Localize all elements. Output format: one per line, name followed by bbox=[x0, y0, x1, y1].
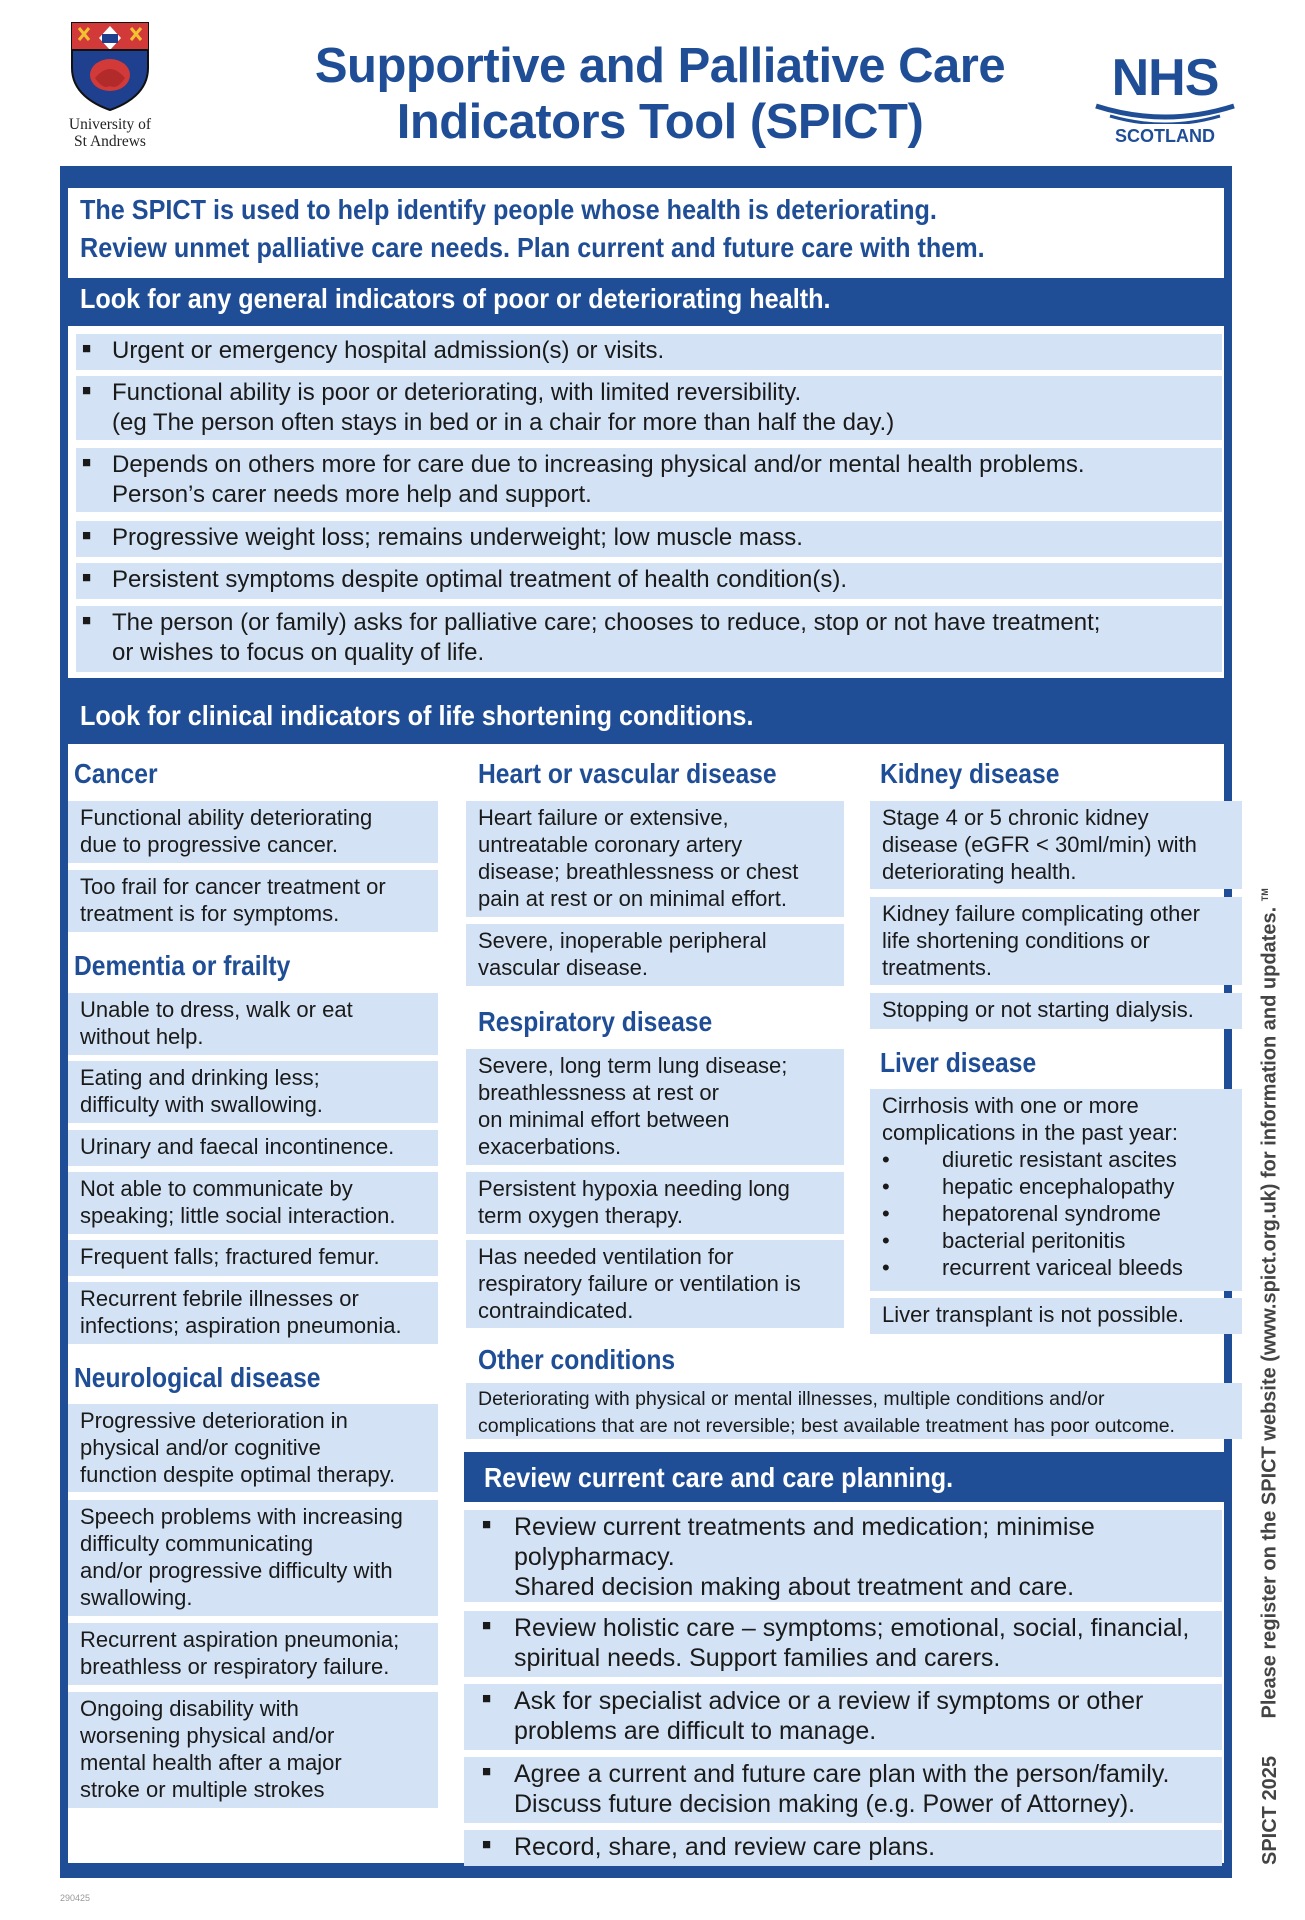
kidney-heading: Kidney disease bbox=[880, 758, 1060, 789]
general-item bbox=[76, 376, 1222, 440]
box-line: vascular disease. bbox=[478, 955, 648, 980]
review-item-line: Agree a current and future care plan with the person/family. bbox=[514, 1760, 1170, 1788]
dementia-item bbox=[68, 993, 438, 1055]
dementia-item bbox=[68, 1172, 438, 1234]
general-item-line: Urgent or emergency hospital admission(s) or visits. bbox=[112, 337, 665, 364]
heart-item bbox=[466, 801, 844, 917]
box-line: Liver transplant is not possible. bbox=[882, 1302, 1185, 1327]
box-line: Recurrent febrile illnesses or bbox=[80, 1286, 359, 1311]
bullet-dot-icon: • bbox=[882, 1255, 890, 1280]
square-bullet-icon: ■ bbox=[482, 1836, 492, 1853]
dementia-heading: Dementia or frailty bbox=[74, 950, 291, 981]
liver-complication-text: recurrent variceal bleeds bbox=[942, 1255, 1183, 1280]
square-bullet-icon: ■ bbox=[482, 1516, 492, 1533]
box-line: disease (eGFR < 30ml/min) with bbox=[882, 832, 1197, 857]
shield-icon bbox=[69, 20, 151, 112]
box-line: Heart failure or extensive, bbox=[478, 805, 729, 830]
box-line: infections; aspiration pneumonia. bbox=[80, 1313, 402, 1338]
trademark: TM bbox=[1260, 888, 1270, 902]
neuro-item bbox=[68, 1623, 438, 1685]
intro-line-1: The SPICT is used to help identify people whose health is deteriorating. bbox=[80, 194, 937, 225]
respiratory-item bbox=[466, 1172, 844, 1234]
kidney-item bbox=[870, 897, 1242, 985]
kidney-item bbox=[870, 993, 1242, 1029]
general-item-line: The person (or family) asks for palliative care; chooses to reduce, stop or not have treatment; bbox=[112, 609, 1101, 636]
box-line: treatments. bbox=[882, 955, 993, 980]
box-line: and/or progressive difficulty with bbox=[80, 1558, 393, 1583]
box-line: function despite optimal therapy. bbox=[80, 1462, 396, 1487]
box-line: Stopping or not starting dialysis. bbox=[882, 997, 1194, 1022]
title-line-1: Supportive and Palliative Care bbox=[314, 39, 1006, 93]
box-line: complications that are not reversible; best available treatment has poor outcome. bbox=[478, 1415, 1175, 1437]
box-line: Urinary and faecal incontinence. bbox=[80, 1134, 395, 1159]
liver-complications-list bbox=[882, 1146, 1234, 1281]
university-crest-logo bbox=[62, 20, 158, 150]
box-line: Recurrent aspiration pneumonia; bbox=[80, 1627, 400, 1652]
title-line-2: Indicators Tool (SPICT) bbox=[396, 95, 924, 149]
box-line: Too frail for cancer treatment or bbox=[80, 874, 386, 899]
dementia-item bbox=[68, 1240, 438, 1276]
review-item-line: Discuss future decision making (e.g. Power of Attorney). bbox=[514, 1790, 1136, 1818]
review-item-line: Review holistic care – symptoms; emotional, social, financial, bbox=[514, 1614, 1190, 1642]
box-line: Not able to communicate by bbox=[80, 1176, 353, 1201]
box-line: difficulty communicating bbox=[80, 1531, 314, 1556]
dementia-item bbox=[68, 1061, 438, 1123]
box-line: Functional ability deteriorating bbox=[80, 805, 373, 830]
square-bullet-icon: ■ bbox=[82, 612, 92, 629]
review-item bbox=[464, 1830, 1222, 1866]
box-line: exacerbations. bbox=[478, 1134, 622, 1159]
box-line: Stage 4 or 5 chronic kidney bbox=[882, 805, 1149, 830]
general-item bbox=[76, 334, 1222, 370]
square-bullet-icon: ■ bbox=[82, 569, 92, 586]
box-line: Kidney failure complicating other bbox=[882, 901, 1200, 926]
review-item-line: Shared decision making about treatment and care. bbox=[514, 1573, 1075, 1601]
general-item bbox=[76, 448, 1222, 512]
box-line: Eating and drinking less; bbox=[80, 1065, 320, 1090]
box-line: term oxygen therapy. bbox=[478, 1203, 684, 1228]
general-item-line: Person’s carer needs more help and support. bbox=[112, 481, 592, 508]
box-line: mental health after a major bbox=[80, 1750, 342, 1775]
general-item bbox=[76, 606, 1222, 672]
review-item-line: polypharmacy. bbox=[514, 1543, 675, 1571]
general-indicators-heading: Look for any general indicators of poor or deteriorating health. bbox=[80, 283, 831, 314]
general-item-line: Functional ability is poor or deteriorating, with limited reversibility. bbox=[112, 379, 802, 406]
box-line: Has needed ventilation for bbox=[478, 1244, 734, 1269]
box-line: stroke or multiple strokes bbox=[80, 1777, 325, 1802]
box-line: disease; breathlessness or chest bbox=[478, 859, 799, 884]
nhs-scotland-label: SCOTLAND bbox=[1115, 126, 1215, 146]
general-item-line: (eg The person often stays in bed or in a chair for more than half the day.) bbox=[112, 409, 895, 436]
box-line: Persistent hypoxia needing long bbox=[478, 1176, 790, 1201]
heart-item bbox=[466, 924, 844, 986]
box-line: contraindicated. bbox=[478, 1298, 634, 1323]
box-line: Speech problems with increasing bbox=[80, 1504, 403, 1529]
dementia-item bbox=[68, 1282, 438, 1344]
box-line: speaking; little social interaction. bbox=[80, 1203, 396, 1228]
square-bullet-icon: ■ bbox=[82, 454, 92, 471]
neuro-item bbox=[68, 1500, 438, 1616]
respiratory-heading: Respiratory disease bbox=[478, 1006, 713, 1037]
bullet-dot-icon: • bbox=[882, 1147, 890, 1172]
box-line: Progressive deterioration in bbox=[80, 1408, 348, 1433]
review-item-line: Record, share, and review care plans. bbox=[514, 1833, 936, 1861]
document-code: 290425 bbox=[60, 1893, 91, 1903]
box-line: due to progressive cancer. bbox=[80, 832, 339, 857]
clinical-indicators-heading: Look for clinical indicators of life shortening conditions. bbox=[80, 700, 754, 731]
box-line: swallowing. bbox=[80, 1585, 193, 1610]
box-line: respiratory failure or ventilation is bbox=[478, 1271, 801, 1296]
review-item-line: Ask for specialist advice or a review if symptoms or other bbox=[514, 1687, 1144, 1715]
box-line: Deteriorating with physical or mental illnesses, multiple conditions and/or bbox=[478, 1388, 1105, 1410]
dementia-item bbox=[68, 1130, 438, 1166]
liver-complication bbox=[882, 1173, 1234, 1200]
box-line: deteriorating health. bbox=[882, 859, 1077, 884]
box-line: Cirrhosis with one or more bbox=[882, 1093, 1139, 1118]
square-bullet-icon: ■ bbox=[482, 1763, 492, 1780]
liver-item bbox=[870, 1089, 1242, 1291]
general-item bbox=[76, 521, 1222, 557]
page-title bbox=[220, 38, 1100, 150]
box-line: treatment is for symptoms. bbox=[80, 901, 340, 926]
other-conditions-item bbox=[466, 1383, 1242, 1439]
box-line: without help. bbox=[80, 1024, 204, 1049]
general-item-line: Progressive weight loss; remains underweight; low muscle mass. bbox=[112, 524, 803, 551]
general-item bbox=[76, 563, 1222, 599]
heart-heading: Heart or vascular disease bbox=[478, 758, 777, 789]
review-heading: Review current care and care planning. bbox=[484, 1462, 954, 1493]
liver-heading: Liver disease bbox=[880, 1047, 1037, 1078]
neuro-item bbox=[68, 1692, 438, 1808]
square-bullet-icon: ■ bbox=[482, 1617, 492, 1634]
kidney-item bbox=[870, 801, 1242, 889]
box-line: worsening physical and/or bbox=[80, 1723, 335, 1748]
box-line: Severe, inoperable peripheral bbox=[478, 928, 767, 953]
review-item-line: Review current treatments and medication; minimise bbox=[514, 1513, 1095, 1541]
liver-item bbox=[870, 1298, 1242, 1334]
cancer-heading: Cancer bbox=[74, 758, 158, 789]
side-registration-note bbox=[1252, 865, 1282, 1865]
box-line: Frequent falls; fractured femur. bbox=[80, 1244, 380, 1269]
review-item bbox=[464, 1684, 1222, 1750]
box-line: Unable to dress, walk or eat bbox=[80, 997, 353, 1022]
box-line: breathlessness at rest or bbox=[478, 1080, 719, 1105]
bullet-dot-icon: • bbox=[882, 1228, 890, 1253]
liver-complication bbox=[882, 1227, 1234, 1254]
square-bullet-icon: ■ bbox=[82, 382, 92, 399]
box-line: physical and/or cognitive bbox=[80, 1435, 321, 1460]
box-line: Ongoing disability with bbox=[80, 1696, 299, 1721]
neuro-heading: Neurological disease bbox=[74, 1362, 321, 1393]
review-item bbox=[464, 1611, 1222, 1677]
cancer-item bbox=[68, 801, 438, 863]
box-line: untreatable coronary artery bbox=[478, 832, 743, 857]
liver-complication-text: bacterial peritonitis bbox=[942, 1228, 1126, 1253]
respiratory-item bbox=[466, 1240, 844, 1328]
neuro-item bbox=[68, 1404, 438, 1492]
cancer-item bbox=[68, 870, 438, 932]
intro-text bbox=[80, 191, 1106, 267]
nhs-scotland-logo bbox=[1090, 49, 1240, 147]
university-name-line2: St Andrews bbox=[74, 133, 146, 150]
liver-complication-text: hepatic encephalopathy bbox=[942, 1174, 1175, 1199]
liver-complication bbox=[882, 1254, 1234, 1281]
liver-complication-text: hepatorenal syndrome bbox=[942, 1201, 1161, 1226]
review-item-line: problems are difficult to manage. bbox=[514, 1717, 877, 1745]
box-line: Severe, long term lung disease; bbox=[478, 1053, 788, 1078]
review-item bbox=[464, 1757, 1222, 1823]
box-line: on minimal effort between bbox=[478, 1107, 730, 1132]
box-line: breathless or respiratory failure. bbox=[80, 1654, 390, 1679]
bullet-dot-icon: • bbox=[882, 1174, 890, 1199]
review-item bbox=[464, 1510, 1222, 1602]
bullet-dot-icon: • bbox=[882, 1201, 890, 1226]
register-text: Please register on the SPICT website (www.spict.org.uk) for information and updates. bbox=[1258, 906, 1281, 1719]
general-item-line: Persistent symptoms despite optimal treatment of health condition(s). bbox=[112, 566, 847, 593]
university-name-line1: University of bbox=[68, 116, 152, 133]
nhs-wordmark: NHS bbox=[1111, 49, 1219, 107]
square-bullet-icon: ■ bbox=[82, 527, 92, 544]
box-line: complications in the past year: bbox=[882, 1120, 1178, 1145]
general-item-line: or wishes to focus on quality of life. bbox=[112, 639, 485, 666]
general-item-line: Depends on others more for care due to increasing physical and/or mental health problems. bbox=[112, 451, 1085, 478]
review-item-line: spiritual needs. Support families and carers. bbox=[514, 1644, 1001, 1672]
square-bullet-icon: ■ bbox=[482, 1690, 492, 1707]
box-line: pain at rest or on minimal effort. bbox=[478, 886, 787, 911]
liver-complication-text: diuretic resistant ascites bbox=[942, 1147, 1177, 1172]
liver-complication bbox=[882, 1146, 1234, 1173]
square-bullet-icon: ■ bbox=[82, 340, 92, 357]
liver-complication bbox=[882, 1200, 1234, 1227]
spict-year: SPICT 2025 bbox=[1258, 1756, 1281, 1865]
respiratory-item bbox=[466, 1049, 844, 1165]
box-line: life shortening conditions or bbox=[882, 928, 1150, 953]
box-line: difficulty with swallowing. bbox=[80, 1092, 323, 1117]
intro-line-2: Review unmet palliative care needs. Plan current and future care with them. bbox=[80, 232, 985, 263]
other-conditions-heading: Other conditions bbox=[478, 1344, 676, 1375]
